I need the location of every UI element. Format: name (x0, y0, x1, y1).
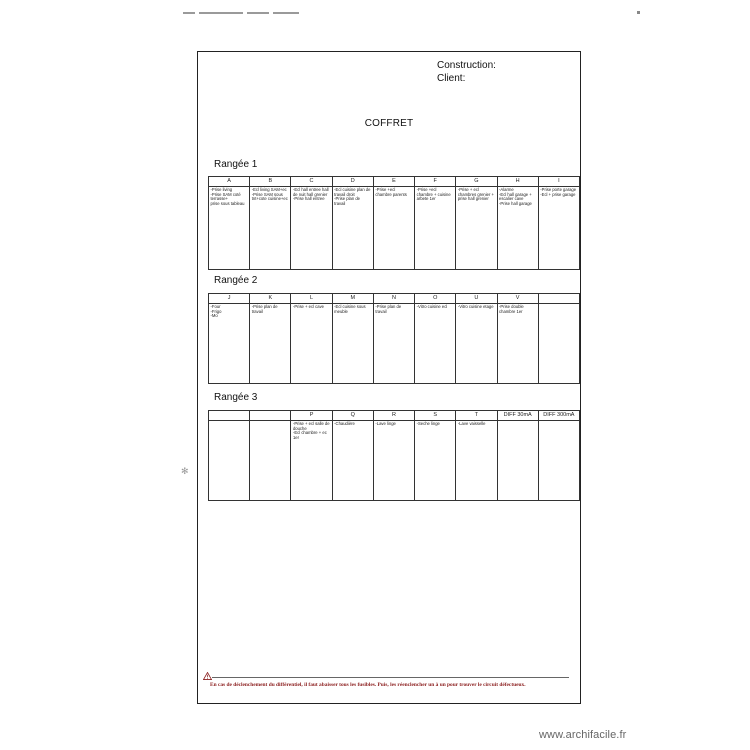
col-header: N (373, 294, 414, 304)
row-2-table (208, 293, 580, 384)
col-header: S (415, 411, 456, 421)
circuit-cell: -Prise living -Prise SAM coté terrasse+ prise sous tableau (210, 187, 245, 206)
circuit-cell (539, 304, 579, 306)
circuit-cell: -Lave linge (375, 421, 396, 426)
circuit-cell: -Vitro cuisine ecl (416, 304, 448, 309)
row-2-cells (209, 304, 580, 384)
col-header: V (497, 294, 538, 304)
circuit-cell (539, 421, 579, 423)
col-header: B (250, 177, 291, 187)
col-header: K (250, 294, 291, 304)
col-header: O (415, 294, 456, 304)
scan-dot (637, 11, 640, 14)
circuit-cell (209, 421, 249, 423)
circuit-cell: -Prise double chambre 1er (499, 304, 524, 314)
col-header (250, 411, 291, 421)
circuit-cell: -Prise plan de travail (251, 304, 278, 314)
col-header: J (209, 294, 250, 304)
col-header: R (373, 411, 414, 421)
circuit-cell: -Prise + ecl chambres grenier + prise hall grenier (457, 187, 495, 202)
circuit-cell: -Prise + ecl salle de douche -Ecl chambre + ec 1er (292, 421, 330, 440)
row-1-header (209, 177, 580, 187)
row-title-1: Rangée 1 (214, 159, 258, 170)
circuit-cell: -Lave vaisselle (457, 421, 486, 426)
circuit-cell: -Prise porte garage -Ecl + prise garage (540, 187, 577, 197)
circuit-cell: -Prise +ecl chambre parents (375, 187, 407, 197)
col-header: DIFF 30mA (497, 411, 538, 421)
col-header: I (538, 177, 579, 187)
circuit-cell: -Chaudière (334, 421, 355, 426)
row-1-cells (209, 187, 580, 270)
client-label: Client: (437, 73, 466, 84)
warning-rule (212, 677, 569, 678)
circuit-cell: -Prise +ecl chambre + cuisine arbete 1er (416, 187, 451, 202)
coffret-sheet (197, 51, 581, 704)
col-header: M (332, 294, 373, 304)
col-header: U (456, 294, 497, 304)
row-1-table (208, 176, 580, 270)
col-header: DIFF 300mA (538, 411, 579, 421)
col-header: C (291, 177, 332, 187)
circuit-cell: -Prise + ecl cave (292, 304, 325, 309)
circuit-cell: -Ecl cuisine plan de travail droit -Prise plan de travail (334, 187, 371, 206)
row-2-header (209, 294, 580, 304)
warning-icon (203, 672, 212, 680)
circuit-cell: -Alarme -Ecl hall garage + escalier cave -Prise hall garage (499, 187, 532, 206)
col-header: Q (332, 411, 373, 421)
row-3-table (208, 410, 580, 501)
circuit-cell (250, 421, 290, 423)
circuit-cell: -Vitro cuisine etage (457, 304, 494, 309)
circuit-cell: -Ecl hall entree hall de nuit hall grenier -Prise hall entree (292, 187, 329, 202)
row-title-2: Rangée 2 (214, 275, 258, 286)
col-header: F (415, 177, 456, 187)
circuit-cell: -Four -Frigo -Mo (210, 304, 222, 319)
watermark: www.archifacile.fr (539, 729, 627, 741)
circuit-cell (498, 421, 538, 423)
col-header: G (456, 177, 497, 187)
scan-smudge: ✻ (181, 466, 189, 476)
circuit-cell: -Seche linge (416, 421, 440, 426)
col-header (209, 411, 250, 421)
col-header: E (373, 177, 414, 187)
circuit-cell: -Ecl cuisine sous meuble (334, 304, 366, 314)
circuit-cell: -Ecl living SAM+ec -Prise SAM sous tnt+cote cuisine+ec (251, 187, 288, 202)
col-header: L (291, 294, 332, 304)
circuit-cell: -Prise plan de travail (375, 304, 402, 314)
scan-mark (183, 12, 303, 15)
construction-label: Construction: (437, 60, 496, 71)
page-title: COFFRET (364, 118, 414, 129)
col-header (538, 294, 579, 304)
row-3-header (209, 411, 580, 421)
row-3-cells (209, 421, 580, 501)
col-header: A (209, 177, 250, 187)
row-title-3: Rangée 3 (214, 392, 258, 403)
warning-text: En cas de déclenchement du différentiel, il faut abaisser tous les fusibles. Puis, les réenclencher un à un pour trouver le circuit défectueux. (210, 682, 526, 688)
col-header: P (291, 411, 332, 421)
col-header: T (456, 411, 497, 421)
col-header: D (332, 177, 373, 187)
col-header: H (497, 177, 538, 187)
